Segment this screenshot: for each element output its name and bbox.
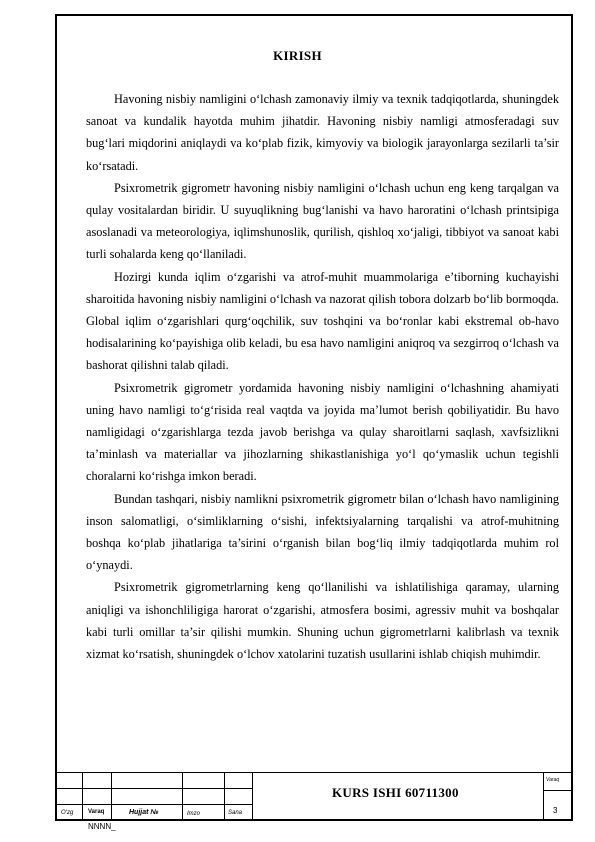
stamp-col-line-3 (182, 772, 183, 821)
label-varaq: Varaq (88, 809, 105, 815)
label-hujjat: Hujjat № (129, 809, 159, 816)
page-number: 3 (553, 806, 558, 815)
stamp-row-line-1 (55, 788, 252, 789)
paragraph-1: Havoning nisbiy namligini o‘lchash zamonaviy ilmiy va texnik tadqiqotlarda, shuningdek sanoat va kundalik hayotda muhim jihatdir. Havoning nisbiy namligi atmosferadagi suv bug‘lari miqdorini aniqlaydi va ko‘plab fizik, kimyoviy va biologik jarayonlarga sezilarli ta’sir ko‘rsatadi. (86, 92, 559, 173)
label-ozg: O‘zg (61, 810, 74, 816)
paragraph-4: Psixrometrik gigrometr yordamida havoning nisbiy namligini o‘lchashning ahamiyati uning havo namligi to‘g‘risida real vaqtda va joyida ma’lumot berish qobiliyatidir. Bu havo namligidagi o‘zgarishlarga tezda javob berishga va qulay sharoitlarni saqlash, xavfsizlikni ta’minlash va materiallar va jihozlarning shikastlanishiga yo‘l qo‘ymaslik uchun tegishli choralarni ko‘rishga imkon beradi. (86, 380, 559, 484)
stamp-top-line (55, 772, 573, 773)
label-varaq-right: Varaq (546, 777, 560, 783)
stamp-col-line-2 (111, 772, 112, 821)
paragraph-3: Hozirgi kunda iqlim o‘zgarishi va atrof-muhit muammolariga e’tiborning kuchayishi sharoitida havoning nisbiy namligini o‘lchash va nazorat qilish tobora dolzarb bo‘lib bormoqda. Global iqlim o‘zgarishlari qurg‘oqchilik, suv toshqini va bo‘ronlar kabi ekstremal ob-havo hodisalarining ko‘payishiga olib keladi, bu esa havo namligini aniqroq va sezgirroq o‘lchash va bashorat qilishni talab qiladi. (86, 269, 559, 373)
document-code: KURS ISHI 60711300 (332, 785, 459, 800)
title-block-stamp (55, 772, 573, 821)
stamp-col-line-5 (252, 772, 253, 821)
stamp-col-line-6 (543, 772, 544, 821)
stamp-col-line-1 (82, 772, 83, 821)
label-sana: Sana (228, 810, 243, 816)
stamp-footer-text: NNNN_ (88, 822, 116, 831)
stamp-sheet-line (543, 790, 573, 791)
paragraph-5: Bundan tashqari, nisbiy namlikni psixrometrik gigrometr bilan o‘lchash havo namligining inson salomatligi, o‘simliklarning o‘sishi, infektsiyalarning tarqalishi va atrof-muhitning boshqa ko‘plab jihatlariga ta’sirini o‘rganish bilan bog‘liq ilmiy tadqiqotlarda muhim rol o‘ynaydi. (86, 491, 559, 573)
paragraph-2: Psixrometrik gigrometr havoning nisbiy namligini o‘lchash uchun eng keng tarqalgan va qulay vositalardan biridir. U suyuqlikning bug‘lanishi va havo haroratini o‘lchash printsipiga asoslanadi va meteorologiya, iqlimshunoslik, qurilish, qishloq xo‘jaligi, tibbiyot va sanoat kabi turli sohalarda keng qo‘llaniladi. (86, 180, 559, 262)
label-imzo: Imzo (187, 811, 201, 817)
body-text (86, 88, 559, 665)
stamp-row-line-2 (55, 804, 252, 805)
paragraph-6: Psixrometrik gigrometrlarning keng qo‘llanilishi va ishlatilishiga qaramay, ularning aniqligi va ishonchliligiga harorat o‘zgarishi, atmosfera bosimi, agressiv muhit va boshqalar kabi turli omillar ta’sir qilishi mumkin. Shuning uchun gigrometrlarni kalibrlash va texnik xizmat ko‘rsatish, shuningdek o‘lchov xatolarini tuzatish usullarini ishlab chiqish muhimdir. (86, 580, 559, 662)
section-title: KIRISH (273, 48, 322, 63)
stamp-col-line-4 (224, 772, 225, 821)
